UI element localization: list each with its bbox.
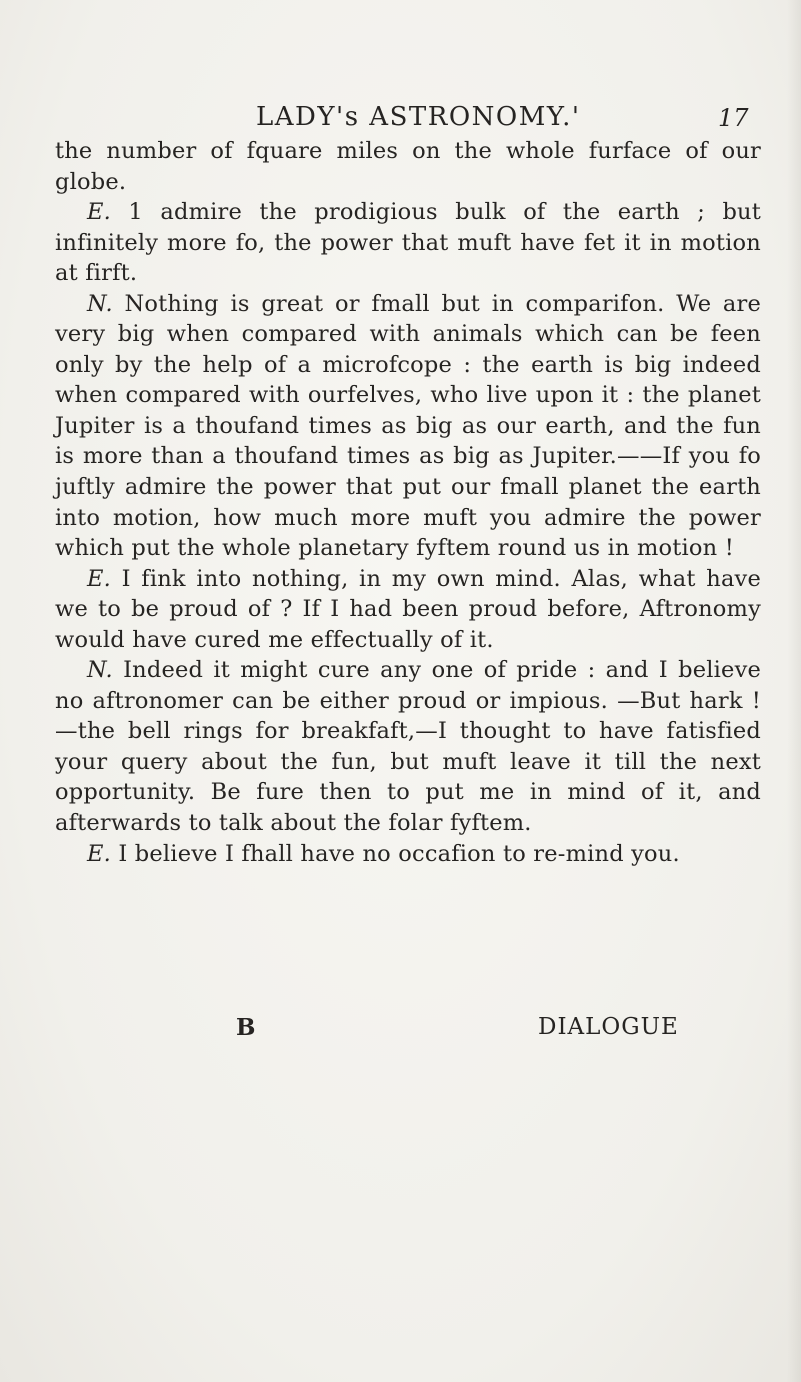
paragraph-text: the number of fquare miles on the whole furface of our globe. bbox=[55, 138, 761, 195]
running-head-title: LADY's ASTRONOMY.' bbox=[256, 102, 581, 132]
dialogue-paragraph bbox=[55, 197, 761, 289]
paragraph-continuation bbox=[55, 136, 761, 197]
speaker-label: N. bbox=[87, 657, 113, 684]
dialogue-paragraph bbox=[55, 564, 761, 656]
paragraph-text: I fink into nothing, in my own mind. Alas, what have we to be proud of ? If I had been proud before, Aftronomy would have cured me effectually of it. bbox=[55, 565, 761, 653]
speaker-label: E. bbox=[87, 840, 111, 867]
page-number: 17 bbox=[718, 104, 749, 132]
paragraph-text: 1 admire the prodigious bulk of the earth ; but infinitely more fo, the power that muft have fet it in motion at firft. bbox=[55, 199, 761, 287]
signature-mark: B bbox=[236, 1014, 256, 1041]
page-edge-shadow bbox=[787, 0, 801, 1382]
body-text bbox=[55, 136, 761, 869]
catchword: DIALOGUE bbox=[538, 1014, 679, 1040]
dialogue-paragraph bbox=[55, 655, 761, 838]
paragraph-text: Nothing is great or fmall but in comparifon. We are very big when compared with animals which can be feen only by the help of a microfcope : the earth is big indeed when compared with ourfelves, who live upon it : the planet Jupiter is a thoufand times as big as our earth, and the fun is more than a thoufand times as big as Jupiter.——If you fo juftly admire the power that put our fmall planet the earth into motion, how much more muft you admire the power which put the whole planetary fyftem round us in motion ! bbox=[55, 290, 761, 562]
dialogue-paragraph bbox=[55, 289, 761, 564]
speaker-label: E. bbox=[87, 565, 111, 592]
dialogue-paragraph bbox=[55, 839, 761, 870]
page-footer bbox=[0, 1014, 801, 1054]
speaker-label: E. bbox=[87, 199, 111, 226]
paragraph-text: I believe I fhall have no occafion to re-mind you. bbox=[118, 840, 680, 867]
paragraph-text: Indeed it might cure any one of pride : and I believe no aftronomer can be either proud or impious. —But hark !—the bell rings for breakfaft,—I thought to have fatisfied your query about the fun, but muft leave it till the next opportunity. Be fure then to put me in mind of it, and afterwards to talk about the folar fyftem. bbox=[55, 657, 761, 837]
speaker-label: N. bbox=[87, 290, 113, 317]
